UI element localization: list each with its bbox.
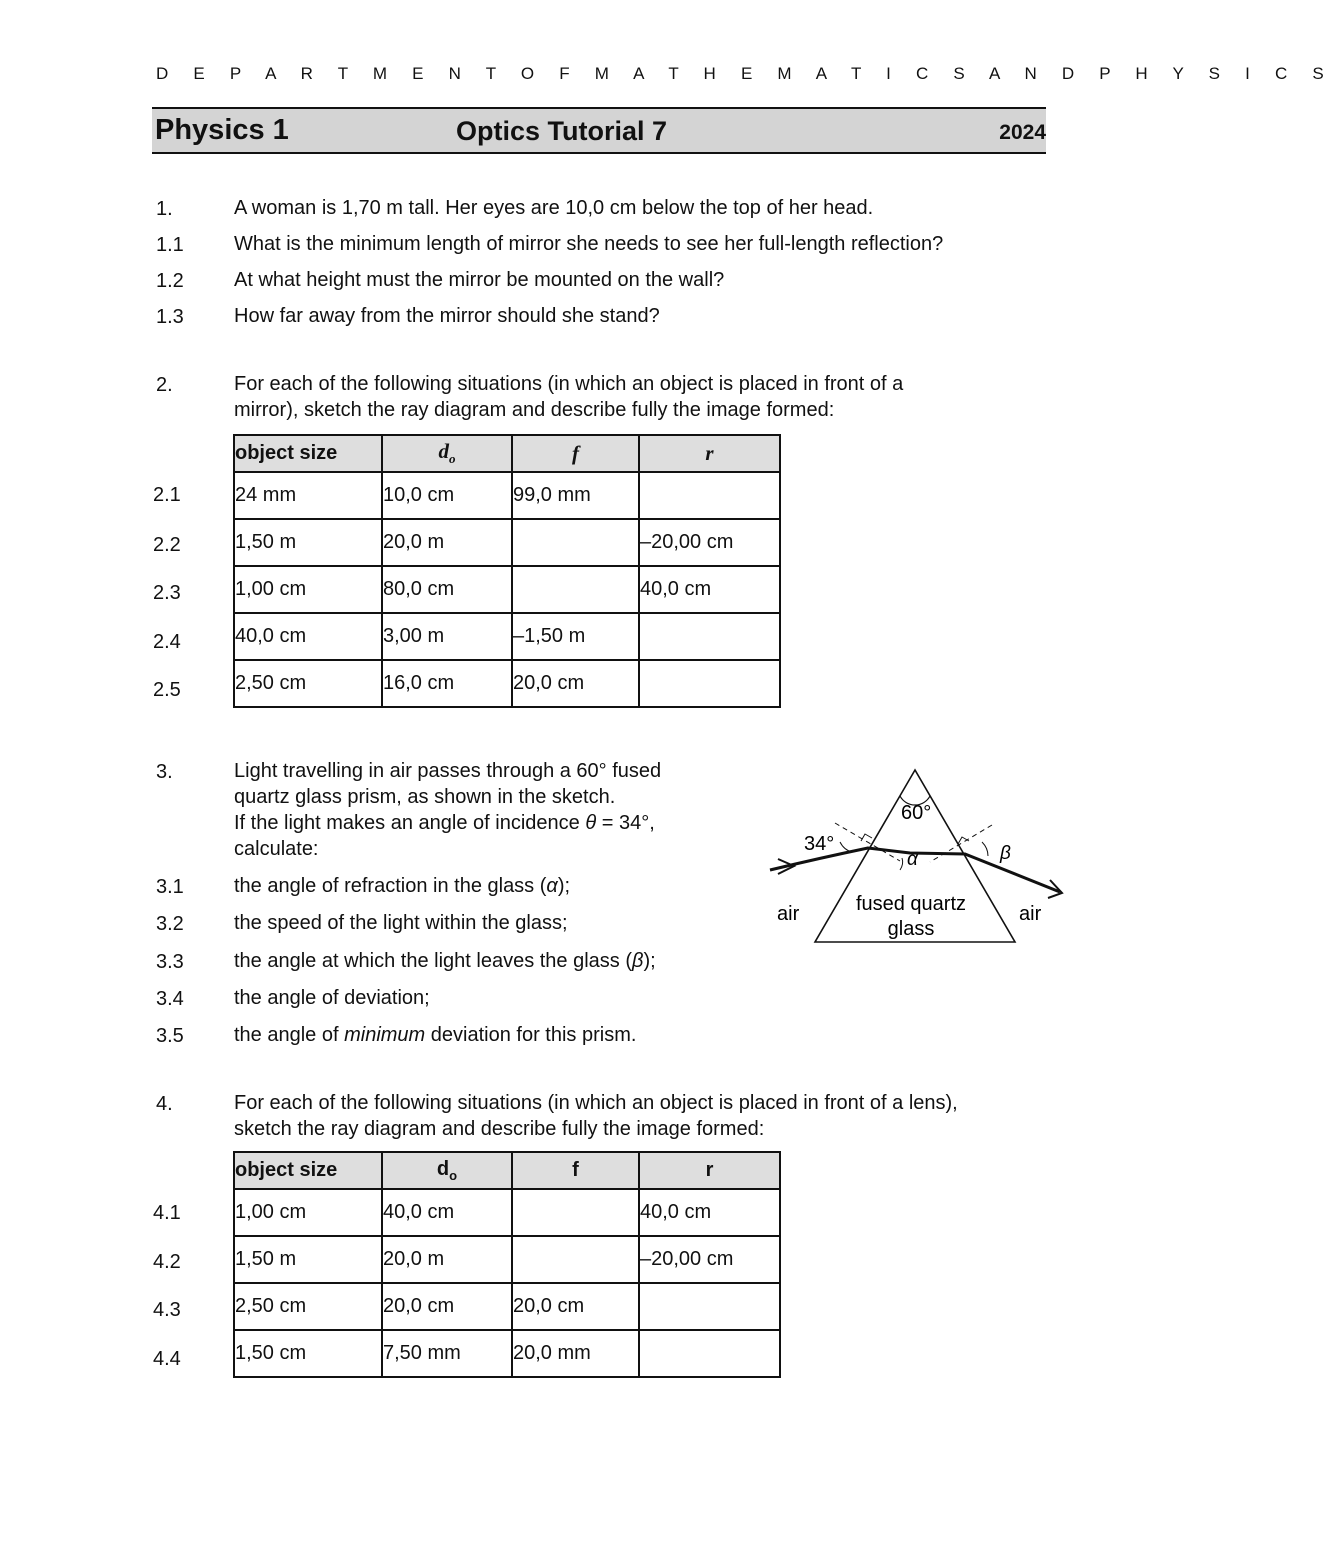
q3-4-number: 3.4 [156, 988, 184, 1010]
q3-line1: Light travelling in air passes through a 60° fused [234, 760, 662, 782]
table-header-row [234, 435, 780, 472]
left-normal-line [835, 823, 900, 861]
q3-3-pre: the angle at which the light leaves the glass ( [234, 950, 633, 972]
table-cell: 80,0 cm [382, 566, 512, 613]
q3-1-text [234, 873, 570, 899]
right-right-angle-mark [958, 837, 969, 844]
q4-line1: For each of the following situations (in which an object is placed in front of a lens), [234, 1092, 958, 1114]
alpha-label: α [907, 849, 918, 870]
table-row [234, 519, 780, 566]
right-normal-line [930, 825, 992, 862]
table-cell: 2,50 cm [234, 660, 382, 707]
row-label-2-4: 2.4 [153, 631, 181, 653]
table-row [234, 1330, 780, 1377]
beta-symbol: β [632, 950, 644, 972]
alpha-symbol: α [546, 875, 558, 897]
table-cell [512, 566, 639, 613]
table-cell: –20,00 cm [639, 1236, 780, 1283]
table-cell: 16,0 cm [382, 660, 512, 707]
table-cell: 1,00 cm [234, 1189, 382, 1236]
table-cell: 40,0 cm [639, 566, 780, 613]
theta-symbol: θ [585, 812, 597, 834]
table-cell [512, 1189, 639, 1236]
header-r: r [639, 435, 780, 472]
q1-2-text: At what height must the mirror be mounted on the wall? [234, 269, 725, 291]
table-cell: 7,50 mm [382, 1330, 512, 1377]
q3-line2: quartz glass prism, as shown in the sketch. [234, 786, 616, 808]
header-f: f [512, 1152, 639, 1189]
table-row [234, 472, 780, 519]
header-f: f [512, 435, 639, 472]
table-cell [512, 519, 639, 566]
beta-label: β [1000, 843, 1011, 864]
table-cell [639, 1330, 780, 1377]
table-cell [639, 1283, 780, 1330]
mirror-table [233, 434, 781, 708]
header-do [382, 435, 512, 472]
table-row [234, 1283, 780, 1330]
q3-1-number: 3.1 [156, 876, 184, 898]
q2-number: 2. [156, 374, 173, 396]
alpha-arc [900, 858, 903, 870]
table-row [234, 566, 780, 613]
q2-line1: For each of the following situations (in which an object is placed in front of a [234, 373, 904, 395]
department-heading: D E P A R T M E N T O F M A T H E M A T I C S A N D P H Y S I C S [156, 64, 1334, 83]
air-left-label: air [777, 903, 800, 925]
tutorial-title: Optics Tutorial 7 [456, 116, 668, 146]
table-cell [639, 660, 780, 707]
table-row [234, 1189, 780, 1236]
q4-number: 4. [156, 1093, 173, 1115]
table-row [234, 1236, 780, 1283]
table-cell: 20,0 cm [512, 660, 639, 707]
prism-diagram [760, 762, 1070, 947]
table-cell: 20,0 mm [512, 1330, 639, 1377]
header-do-sub: o [449, 451, 456, 467]
header-object-size: object size [234, 435, 382, 472]
lens-table [233, 1151, 781, 1378]
q2-line2: mirror), sketch the ray diagram and describe fully the image formed: [234, 399, 835, 421]
table-cell: –1,50 m [512, 613, 639, 660]
q1-3-number: 1.3 [156, 306, 184, 328]
q3-3-number: 3.3 [156, 951, 184, 973]
table-cell [639, 472, 780, 519]
table-cell [512, 1236, 639, 1283]
q1-1-number: 1.1 [156, 234, 184, 256]
beta-arc [982, 842, 988, 856]
glass-label-line1: fused quartz [855, 893, 967, 915]
q3-3-text [234, 948, 656, 974]
q1-1-text: What is the minimum length of mirror she needs to see her full-length reflection? [234, 233, 944, 255]
row-label-4-4: 4.4 [153, 1348, 181, 1370]
q4-line2: sketch the ray diagram and describe fully the image formed: [234, 1118, 765, 1140]
row-label-2-5: 2.5 [153, 679, 181, 701]
table-cell: 24 mm [234, 472, 382, 519]
table-cell: 20,0 m [382, 1236, 512, 1283]
table-cell: 40,0 cm [234, 613, 382, 660]
header-object-size: object size [234, 1152, 382, 1189]
q3-number: 3. [156, 761, 173, 783]
q3-4-text: the angle of deviation; [234, 987, 430, 1009]
table-header-row [234, 1152, 780, 1189]
table-cell: 1,50 m [234, 1236, 382, 1283]
incidence-angle-label: 34° [804, 833, 835, 855]
q3-line3-post: = 34°, [596, 812, 655, 834]
course-title: Physics 1 [155, 114, 289, 146]
table-cell: 20,0 cm [512, 1283, 639, 1330]
table-cell: 20,0 cm [382, 1283, 512, 1330]
table-cell: –20,00 cm [639, 519, 780, 566]
q3-3-post: ); [643, 950, 656, 972]
table-cell: 1,00 cm [234, 566, 382, 613]
q1-text: A woman is 1,70 m tall. Her eyes are 10,0 cm below the top of her head. [234, 197, 874, 219]
header-do-main: d [438, 439, 449, 464]
header-do-main: d [436, 1158, 450, 1180]
apex-angle-label: 60° [901, 802, 932, 824]
q3-line4: calculate: [234, 838, 319, 860]
row-label-4-2: 4.2 [153, 1251, 181, 1273]
table-row [234, 613, 780, 660]
header-r: r [639, 1152, 780, 1189]
row-label-2-1: 2.1 [153, 484, 181, 506]
year: 2024 [999, 121, 1046, 144]
q3-5-number: 3.5 [156, 1025, 184, 1047]
q3-5-text [234, 1022, 636, 1048]
glass-label-line2: glass [887, 918, 935, 940]
q3-line3 [234, 810, 655, 836]
q3-5-pre: the angle of [234, 1024, 345, 1046]
q3-line3-pre: If the light makes an angle of incidence [234, 812, 586, 834]
q3-1-post: ); [557, 875, 571, 897]
table-cell: 2,50 cm [234, 1283, 382, 1330]
q3-5-emphasis: minimum [344, 1024, 426, 1046]
q3-2-number: 3.2 [156, 913, 184, 935]
header-do-sub: o [449, 1168, 458, 1183]
table-cell: 40,0 cm [382, 1189, 512, 1236]
q1-3-text: How far away from the mirror should she stand? [234, 305, 660, 327]
table-cell: 40,0 cm [639, 1189, 780, 1236]
table-cell: 1,50 m [234, 519, 382, 566]
row-label-4-1: 4.1 [153, 1202, 181, 1224]
table-cell [639, 613, 780, 660]
q3-1-pre: the angle of refraction in the glass ( [234, 875, 547, 897]
table-cell: 1,50 cm [234, 1330, 382, 1377]
air-right-label: air [1019, 903, 1042, 925]
q3-2-text: the speed of the light within the glass; [234, 912, 568, 934]
table-cell: 99,0 mm [512, 472, 639, 519]
q3-5-post: deviation for this prism. [425, 1024, 637, 1046]
table-cell: 10,0 cm [382, 472, 512, 519]
left-right-angle-mark [861, 834, 872, 841]
q1-2-number: 1.2 [156, 270, 184, 292]
row-label-2-3: 2.3 [153, 582, 181, 604]
table-cell: 3,00 m [382, 613, 512, 660]
q1-number: 1. [156, 198, 173, 220]
table-row [234, 660, 780, 707]
header-do [382, 1152, 512, 1189]
row-label-2-2: 2.2 [153, 534, 181, 556]
row-label-4-3: 4.3 [153, 1299, 181, 1321]
table-cell: 20,0 m [382, 519, 512, 566]
